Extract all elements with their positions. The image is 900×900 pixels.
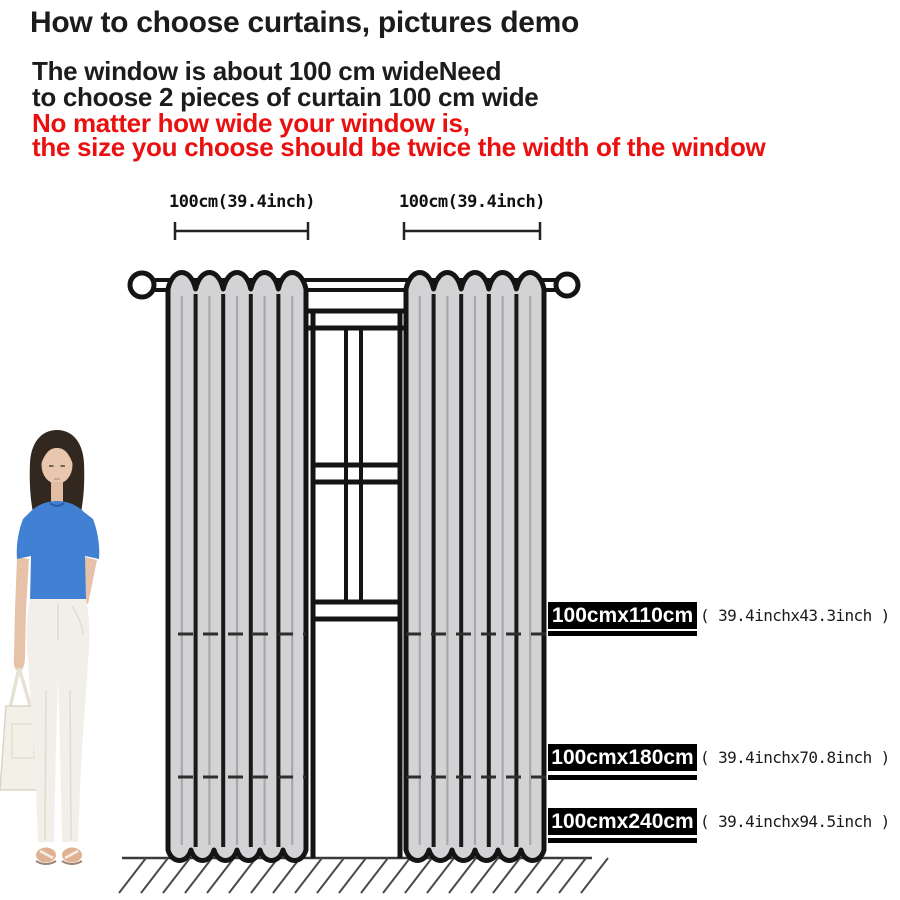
window-frame bbox=[304, 309, 408, 858]
curtain-right bbox=[406, 273, 544, 861]
dimension-label-left: 100cm(39.4inch) bbox=[168, 192, 316, 212]
size-inch-110cm: ( 39.4inchx43.3inch ) bbox=[700, 606, 890, 625]
subtitle-line-2: to choose 2 pieces of curtain 100 cm wide bbox=[32, 82, 539, 112]
dimension-lines bbox=[175, 222, 540, 240]
warning-line-2: the size you choose should be twice the width of the window bbox=[32, 132, 766, 162]
size-badge-110cm: 100cmx110cm bbox=[548, 602, 697, 629]
warning-line-1: No matter how wide your window is, bbox=[32, 108, 470, 138]
bag-straps bbox=[10, 668, 31, 708]
size-badge-240cm: 100cmx240cm bbox=[548, 808, 697, 835]
size-inch-180cm: ( 39.4inchx70.8inch ) bbox=[700, 748, 890, 767]
size-inch-240cm: ( 39.4inchx94.5inch ) bbox=[700, 812, 890, 831]
dimension-label-right: 100cm(39.4inch) bbox=[398, 192, 546, 212]
page-title: How to choose curtains, pictures demo bbox=[30, 6, 579, 39]
floor-hatch bbox=[119, 858, 608, 893]
woman-figure bbox=[0, 430, 99, 864]
arm-left bbox=[14, 557, 29, 671]
subtitle-line-1: The window is about 100 cm wideNeed bbox=[32, 56, 502, 86]
rod-finial-left-icon bbox=[130, 273, 154, 297]
curtain-left bbox=[168, 273, 306, 861]
rod-finial-right-icon bbox=[556, 274, 578, 296]
size-badge-180cm: 100cmx180cm bbox=[548, 744, 697, 771]
